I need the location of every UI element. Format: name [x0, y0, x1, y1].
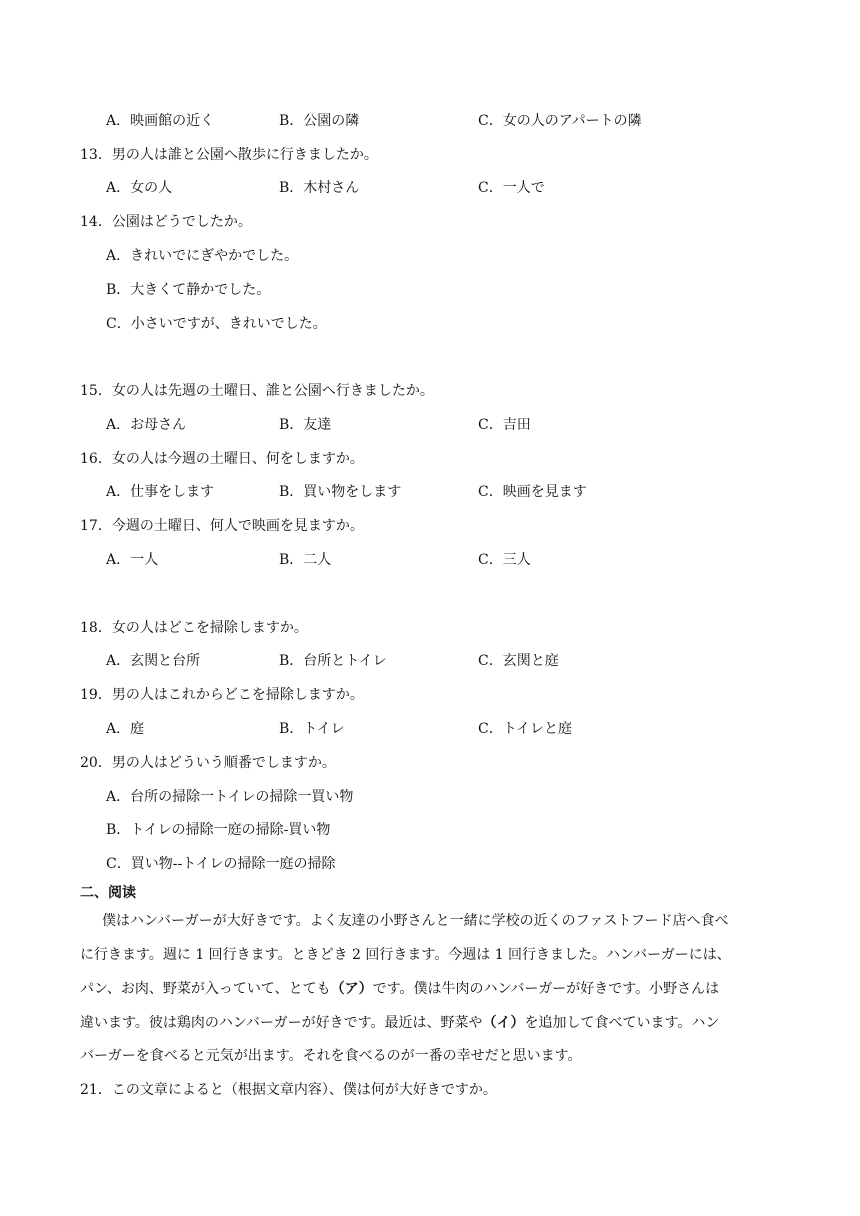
passage-line-2: に行きます。週に 1 回行きます。ときどき 2 回行きます。今週は 1 回行きました。ハンバーガーには、 [80, 947, 731, 963]
passage-line-4-end: を追加して食べています。ハン [524, 1015, 720, 1031]
passage-line-5: バーガーを食べると元気が出ます。それを食べるのが一番の幸せだと思います。 [80, 1048, 582, 1064]
q14-option-a: A．きれいでにぎやかでした。 [106, 248, 299, 264]
q20-option-a: A．台所の掃除一トイレの掃除一買い物 [106, 789, 354, 805]
passage-line-3-end: です。僕は牛肉のハンバーガーが好きです。小野さんは [372, 981, 720, 997]
question-17: 17．今週の土曜日、何人で映画を見ますか。 [80, 518, 364, 534]
q18-option-c: C．玄関と庭 [478, 653, 559, 669]
passage-line-1: 僕はハンバーガーが大好きです。よく友達の小野さんと一緒に学校の近くのファストフード店へ食べ [102, 913, 729, 929]
q19-option-a: A．庭 [106, 721, 145, 737]
q17-option-c: C．三人 [478, 552, 531, 568]
blank-a: （ア） [330, 981, 373, 997]
q12-option-b: B．公園の隣 [279, 113, 360, 129]
q12-option-c: C．女の人のアパートの隣 [478, 113, 642, 129]
q16-option-c: C．映画を見ます [478, 484, 587, 500]
q19-option-b: B．トイレ [279, 721, 345, 737]
passage-line-3 [80, 979, 780, 999]
blank-i: （イ） [482, 1015, 525, 1031]
question-21: 21．この文章によると（根据文章内容）、僕は何が大好きですか。 [80, 1082, 497, 1098]
question-13: 13．男の人は誰と公園へ散歩に行きましたか。 [80, 147, 378, 163]
passage-line-4 [80, 1013, 780, 1033]
q13-option-c: C．一人で [478, 180, 545, 196]
question-18: 18．女の人はどこを掃除しますか。 [80, 620, 308, 636]
question-14: 14．公園はどうでしたか。 [80, 214, 252, 230]
question-20: 20．男の人はどういう順番でしますか。 [80, 755, 336, 771]
q18-option-a: A．玄関と台所 [106, 653, 201, 669]
q12-option-a: A．映画館の近く [106, 113, 215, 129]
q16-option-a: A．仕事をします [106, 484, 215, 500]
q16-option-b: B．買い物をします [279, 484, 402, 500]
q17-option-b: B．二人 [279, 552, 332, 568]
q13-option-b: B．木村さん [279, 180, 360, 196]
section-title: 二、阅读 [80, 885, 136, 901]
q13-option-a: A．女の人 [106, 180, 173, 196]
q14-option-b: B．大きくて静かでした。 [106, 282, 271, 298]
q18-option-b: B．台所とトイレ [279, 653, 387, 669]
q15-option-c: C．吉田 [478, 417, 531, 433]
q17-option-a: A．一人 [106, 552, 159, 568]
question-19: 19．男の人はこれからどこを掃除しますか。 [80, 687, 364, 703]
passage-line-3-start: パン、お肉、野菜が入っていて、とても [80, 981, 331, 997]
q20-option-b: B．トイレの掃除一庭の掃除-買い物 [106, 822, 331, 838]
q19-option-c: C．トイレと庭 [478, 721, 573, 737]
q20-option-c: C．買い物--トイレの掃除一庭の掃除 [106, 856, 336, 872]
q15-option-b: B．友達 [279, 417, 332, 433]
q14-option-c: C．小さいですが、きれいでした。 [106, 316, 327, 332]
question-15: 15．女の人は先週の土曜日、誰と公園へ行きましたか。 [80, 383, 434, 399]
passage-line-4-start: 違います。彼は鶏肉のハンバーガーが好きです。最近は、野菜や [80, 1015, 483, 1031]
q15-option-a: A．お母さん [106, 417, 187, 433]
question-16: 16．女の人は今週の土曜日、何をしますか。 [80, 451, 364, 467]
